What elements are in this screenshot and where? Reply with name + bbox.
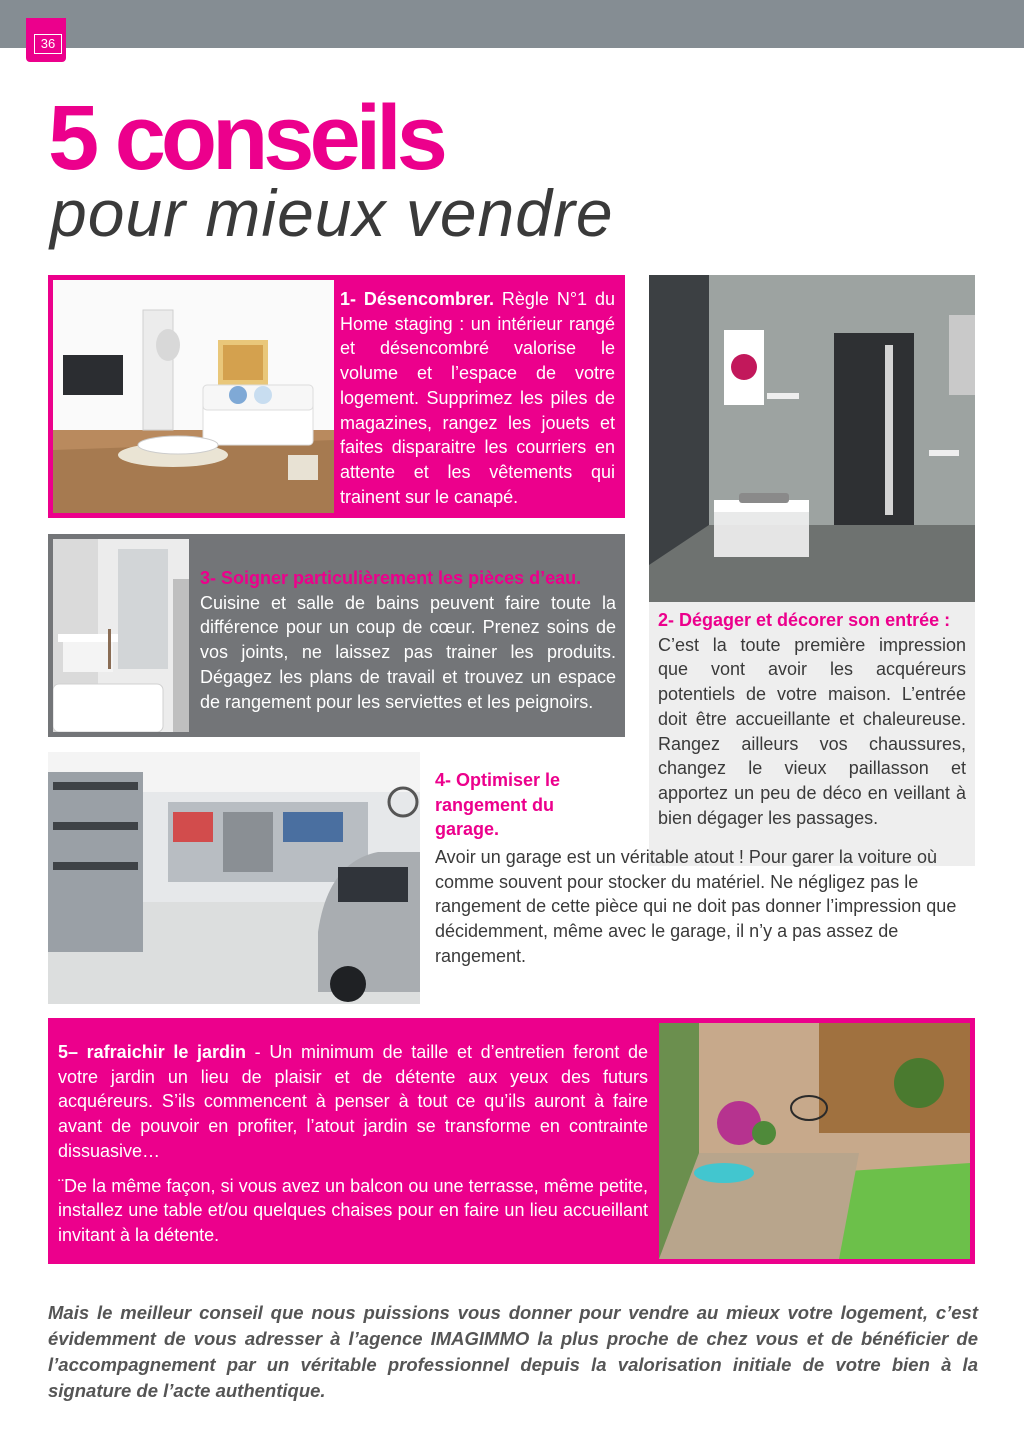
page-number: 36 xyxy=(34,34,62,54)
tip2-box xyxy=(649,602,975,866)
living-room-photo xyxy=(53,280,334,513)
tip4-body: Avoir un garage est un véritable atout ! Pour garer la voiture où comme souvent pour stocker du matériel. Ne négligez pas le rangement de cette pièce qui ne doit pas donner l’impression que décidemment, même avec le garage, il n’y a pas assez de rangement. xyxy=(435,847,957,966)
tip3-text xyxy=(200,566,616,714)
top-bar xyxy=(0,0,1024,48)
garage-photo xyxy=(48,752,420,1004)
tip5-box xyxy=(48,1018,975,1264)
tip1-heading: 1- Désencombrer. xyxy=(340,289,494,309)
tip2-body: C’est la toute première impression que vont avoir les acquéreurs potentiels de votre maison. L’entrée doit être accueillante et chaleureuse. Rangez ailleurs vos chaussures, changez le vieux paillasson et apportez un peu de déco en veillant à bien dégager les passages. xyxy=(658,634,966,828)
tip1-body: Règle N°1 du Home staging : un intérieur rangé et désencombré valorise le volume et l’espace de votre logement. Supprimez les piles de magazines, rangez les jouets et faites disparaitre les courriers en attente et les vêtements qui trainent sur le canapé. xyxy=(340,289,615,507)
tip2-heading: 2- Dégager et décorer son entrée : xyxy=(658,610,951,630)
tip4-heading: 4- Optimiser le rangement du garage. xyxy=(435,770,561,840)
tip3-heading: 3- Soigner particulièrement les pièces d’eau. xyxy=(200,568,582,588)
tip5-body2: ¨De la même façon, si vous avez un balcon ou une terrasse, même petite, installez une table et/ou quelques chaises pour en faire un lieu accueillant invitant à la détente. xyxy=(58,1175,648,1245)
tip1-box xyxy=(48,275,625,518)
page-subtitle: pour mieux vendre xyxy=(50,176,614,250)
tip4-text xyxy=(435,768,635,850)
bathroom-photo xyxy=(53,539,189,732)
entrance-photo xyxy=(649,275,975,602)
tip1-text xyxy=(340,287,615,509)
tip5-separator: - xyxy=(246,1042,270,1062)
tip2-text xyxy=(658,608,966,830)
page-title: 5 conseils xyxy=(48,87,443,189)
tip5-text xyxy=(58,1040,648,1248)
tip3-body: Cuisine et salle de bains peuvent faire toute la différence pour un coup de cœur. Prenez soins de vos joints, ne laissez pas trainer les produits. Dégagez les plans de travail et trouvez un espace de rangement pour les serviettes et les peignoirs. xyxy=(200,592,616,712)
footer-advice: Mais le meilleur conseil que nous puissions vous donner pour vendre au mieux votre logement, c’est évidemment de vous adresser à l’agence IMAGIMMO la plus proche de chez vous et de bénéficier de l’accompagnement par un véritable professionnel depuis la valorisation initiale de votre bien à la signature de l’acte authentique. xyxy=(48,1302,978,1401)
tip3-box xyxy=(48,534,625,737)
garden-photo xyxy=(659,1023,970,1259)
tip5-heading: 5– rafraichir le jardin xyxy=(58,1042,247,1062)
tip5-body: Un minimum de taille et d’entretien feront de votre jardin un lieu de plaisir et de détente aux yeux des futurs acquéreurs. S’ils commencent à penser à tout ce qu’ils auront à faire avant de pouvoir en profiter, l’atout jardin se transforme en contrainte dissuasive… xyxy=(58,1042,648,1161)
